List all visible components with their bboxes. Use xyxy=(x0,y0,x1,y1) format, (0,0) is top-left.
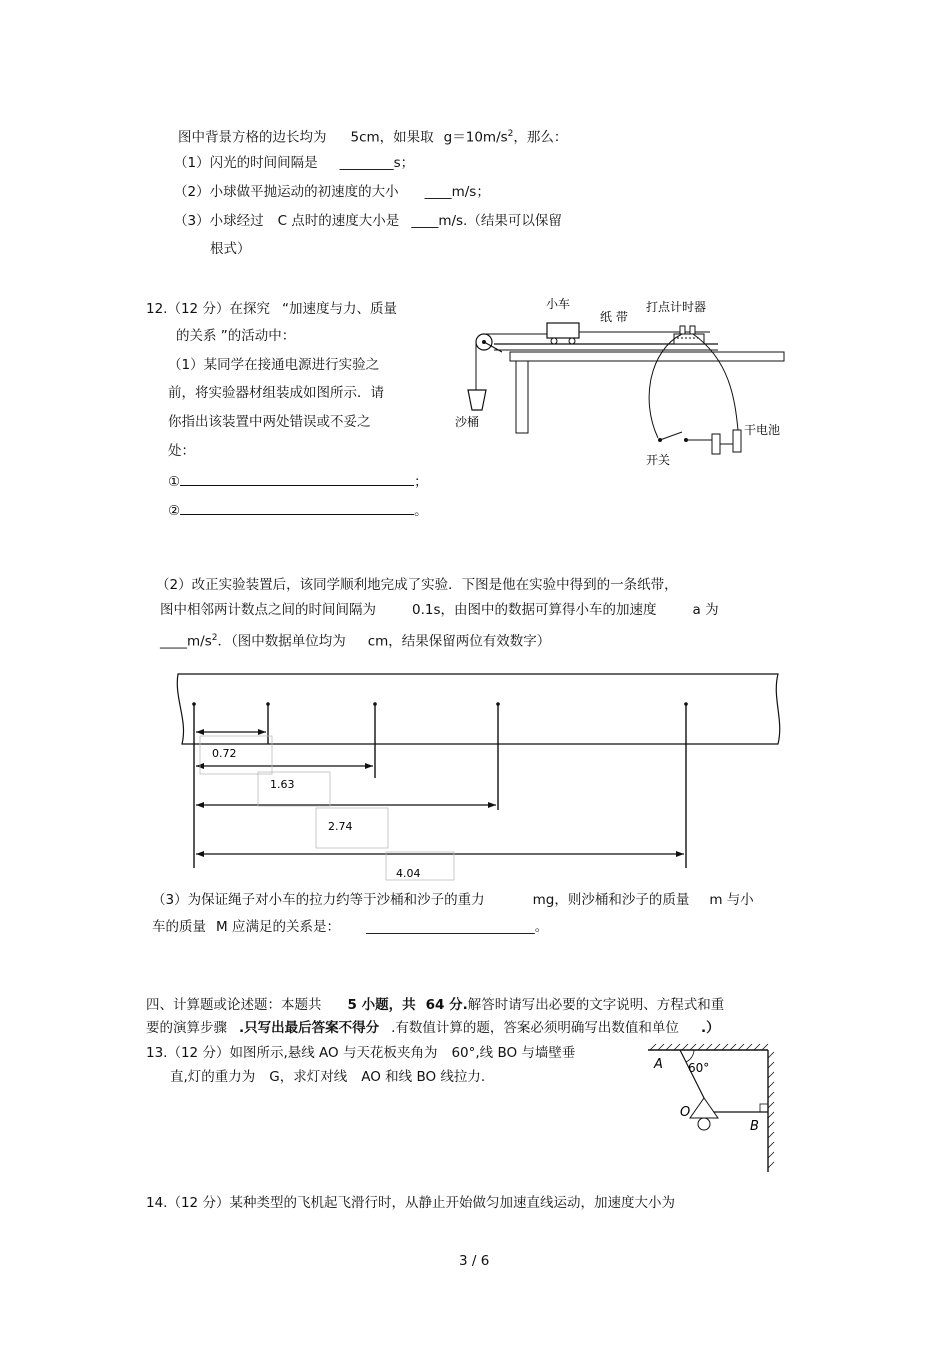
text: AO 和线 BO 线拉力. xyxy=(361,1069,486,1085)
text: 5 小题，共 xyxy=(347,997,416,1013)
text: m/s； xyxy=(451,184,490,200)
cart-wheel xyxy=(569,338,575,344)
answer-line[interactable] xyxy=(180,471,414,486)
text: 要的演算步骤 xyxy=(146,1020,227,1036)
q12-p1-line2: 前，将实验器材组装成如图所示．请 xyxy=(168,385,384,401)
page-number: 3 / 6 xyxy=(459,1253,490,1269)
count-point xyxy=(373,702,377,706)
tape-value-2: 1.63 xyxy=(270,778,295,791)
text: mg，则沙桶和沙子的质量 xyxy=(532,892,690,908)
battery xyxy=(733,430,741,452)
text: 64 分. xyxy=(425,997,468,1013)
text: .） xyxy=(700,1020,720,1036)
text: s； xyxy=(393,155,415,171)
q12-heading-cont: 的关系 ”的活动中： xyxy=(176,328,296,344)
q12-p1-line4: 处： xyxy=(168,443,195,459)
q12-p1-line1: （1）某同学在接通电源进行实验之 xyxy=(168,357,380,373)
label-battery: 干电池 xyxy=(744,423,781,437)
section4-line1 xyxy=(146,996,724,1014)
tape-value-4: 4.04 xyxy=(396,867,421,880)
text: 。 xyxy=(414,503,428,519)
text: a 为 xyxy=(692,602,719,618)
tape-value-1: 0.72 xyxy=(212,747,237,760)
q12-p2-line1: （2）改正实验装置后，该同学顺利地完成了实验．下图是他在实验中得到的一条纸带， xyxy=(156,577,678,593)
table-top xyxy=(510,352,784,361)
text: “加速度与力、质量 xyxy=(281,301,397,317)
answer-blank[interactable]: _________________________ xyxy=(365,919,535,935)
q11-part1 xyxy=(174,154,414,172)
text: 5cm，如果取 xyxy=(350,129,434,146)
label-cart: 小车 xyxy=(546,297,571,311)
answer-blank[interactable]: ____ xyxy=(411,213,439,229)
text: ； xyxy=(414,474,428,490)
right-angle-mark xyxy=(760,1104,768,1112)
text: m 与小 xyxy=(709,892,754,908)
q12-p3-line2 xyxy=(152,918,548,936)
text: 60°,线 BO 与墙壁垂 xyxy=(451,1045,576,1061)
q12-item2 xyxy=(168,500,428,520)
label-bucket: 沙桶 xyxy=(455,415,480,429)
section4-line2 xyxy=(146,1019,720,1037)
text: 0.1s，由图中的数据可算得小车的加速度 xyxy=(412,602,657,618)
q12-p1-line3: 你指出该装置中两处错误或不妥之 xyxy=(168,414,371,430)
count-point xyxy=(192,702,196,706)
ceiling-hatch xyxy=(650,1044,768,1050)
text: ，那么： xyxy=(513,129,568,146)
answer-blank[interactable]: ____ xyxy=(424,184,452,200)
q14-line1: 14.（12 分）某种类型的飞机起飞滑行时，从静止开始做匀加速直线运动，加速度大小为 xyxy=(146,1195,675,1211)
q11-part3-cont: 根式） xyxy=(210,241,251,257)
text: 直,灯的重力为 xyxy=(170,1069,256,1085)
battery xyxy=(712,434,720,454)
text: （1）闪光的时间间隔是 xyxy=(174,155,318,171)
text: 12.（12 分）在探究 xyxy=(146,301,270,317)
answer-blank[interactable]: ________ xyxy=(339,155,394,171)
text: .有数值计算的题，答案必须明确写出数值和单位 xyxy=(391,1020,679,1036)
q11-part3 xyxy=(174,212,562,230)
lamp-shade xyxy=(690,1098,718,1118)
q12-p3-line1 xyxy=(152,891,754,909)
q13-figure xyxy=(640,1040,790,1180)
label-tape: 纸 带 xyxy=(600,310,628,324)
q12-item1 xyxy=(168,471,428,491)
label-angle: 60° xyxy=(688,1061,710,1075)
timer-terminal xyxy=(680,326,685,334)
table-leg xyxy=(516,361,528,433)
q12-p2-line3 xyxy=(160,629,550,651)
tape-value-3: 2.74 xyxy=(328,820,353,833)
text: 四、计算题或论述题：本题共 xyxy=(146,997,322,1013)
label-B: B xyxy=(750,1119,759,1134)
text: C 点时的速度大小是 xyxy=(277,213,400,229)
label-A: A xyxy=(654,1057,663,1072)
answer-blank[interactable]: ____ xyxy=(160,633,187,650)
wire xyxy=(693,334,738,430)
item-marker: ② xyxy=(168,503,181,519)
label-timer: 打点计时器 xyxy=(646,300,707,314)
sand-bucket xyxy=(468,390,486,410)
text: cm，结果保留两位有效数字） xyxy=(367,633,551,650)
switch-lever xyxy=(660,432,682,440)
label-O: O xyxy=(680,1105,691,1120)
q13-line1 xyxy=(146,1044,575,1062)
superscript: 2 xyxy=(507,129,514,139)
text: 车的质量 xyxy=(152,919,206,935)
q13-line2 xyxy=(170,1068,485,1086)
count-point xyxy=(266,702,270,706)
cart xyxy=(547,323,579,338)
item-marker: ① xyxy=(168,474,181,490)
answer-line[interactable] xyxy=(180,500,414,515)
text: ,悬线 AO 与天花板夹角为 xyxy=(283,1045,438,1061)
cart-wheel xyxy=(551,338,557,344)
tape-figure xyxy=(168,668,788,888)
text: m/s.（结果可以保留 xyxy=(438,213,562,229)
text: 图中相邻两计数点之间的时间间隔为 xyxy=(160,602,376,618)
count-point xyxy=(684,702,688,706)
q12-heading xyxy=(146,300,397,318)
text: m/s xyxy=(187,633,212,650)
text: M 应满足的关系是： xyxy=(216,919,340,935)
text: g＝10m/s xyxy=(443,129,508,146)
text: 解答时请写出必要的文字说明、方程式和重 xyxy=(467,997,725,1013)
lamp-bulb xyxy=(698,1118,710,1130)
text: .只写出最后答案不得分 xyxy=(239,1020,380,1036)
label-switch: 开关 xyxy=(646,453,671,467)
wall-hatch xyxy=(768,1052,774,1168)
text: （2）小球做平抛运动的初速度的大小 xyxy=(174,184,399,200)
text: 。 xyxy=(534,919,549,935)
superscript: 2 xyxy=(211,633,218,643)
text: （3）小球经过 xyxy=(174,213,264,229)
q12-p2-line2 xyxy=(160,601,719,619)
text: （3）为保证绳子对小车的拉力约等于沙桶和沙子的重力 xyxy=(152,892,485,908)
apparatus-figure xyxy=(450,290,795,470)
text: G，求灯对线 xyxy=(269,1069,348,1085)
timer-terminal xyxy=(690,326,695,334)
text: 图中背景方格的边长均为 xyxy=(178,129,327,146)
q11-intro xyxy=(178,125,567,147)
count-point xyxy=(496,702,500,706)
text: ．（图中数据单位均为 xyxy=(217,633,346,650)
text: 13.（12 分）如图所示 xyxy=(146,1045,284,1061)
q11-part2 xyxy=(174,183,490,201)
